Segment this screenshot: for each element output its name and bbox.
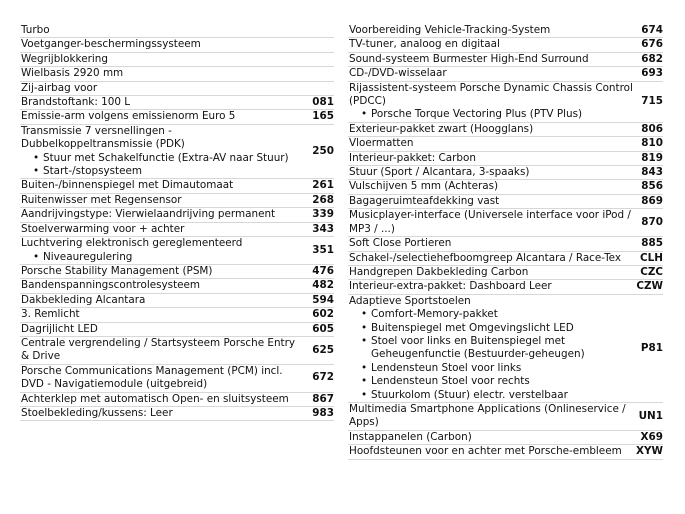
option-row [348,166,663,180]
option-text: Ruitenwisser met Regensensor [21,193,182,206]
option-description [349,252,637,265]
option-row [348,295,663,403]
option-sublist [349,108,633,121]
option-description [349,152,637,165]
option-code: 602 [312,308,334,321]
options-column-right [348,24,663,460]
option-row [348,67,663,81]
option-row [348,38,663,52]
option-text: TV-tuner, analoog en digitaal [349,38,500,51]
option-text: Achterklep met automatisch Open- en sluitsysteem [21,392,289,405]
option-description [21,208,308,221]
option-description [349,280,636,293]
option-text: CD-/DVD-wisselaar [349,67,447,80]
option-code: 806 [641,122,663,135]
option-row [348,152,663,166]
option-code: 676 [641,38,663,51]
option-description [21,179,308,192]
option-text: Vulschijven 5 mm (Achteras) [349,180,499,193]
option-text: Dakbekleding Alcantara [21,293,146,306]
option-subitem: • Comfort-Memory-pakket [361,308,633,321]
option-row [348,82,663,123]
option-description [21,294,308,307]
option-row [20,125,334,180]
option-code: 594 [312,293,334,306]
option-text: Centrale vergrendeling / Startsysteem Porsche Entry & Drive [21,336,296,363]
option-row [20,179,334,193]
option-text: Buiten-/binnenspiegel met Dimautomaat [21,179,234,192]
option-row [20,194,334,208]
option-text: Stoelverwarming voor + achter [21,222,185,235]
option-sublist [21,251,304,264]
option-description [21,223,308,236]
option-code: 715 [641,95,663,108]
option-text: Vloermatten [349,137,414,150]
option-description [349,53,637,66]
option-description [349,67,637,80]
option-subitem: • Start-/stopsysteem [33,165,304,178]
option-row [20,279,334,293]
option-text: Soft Close Portieren [349,237,452,250]
option-description [349,266,637,279]
option-code: 261 [312,179,334,192]
option-text: Instappanelen (Carbon) [349,430,472,443]
option-code: 605 [312,322,334,335]
option-row [20,365,334,393]
option-text: Wielbasis 2920 mm [21,67,124,80]
option-text: Dagrijlicht LED [21,322,98,335]
option-text: Rijassistent-systeem Porsche Dynamic Chassis Control (PDCC) [349,81,633,108]
option-row [20,308,334,322]
option-subitem: • Stuurkolom (Stuur) electr. verstelbaar [361,389,633,402]
option-description [349,237,637,250]
option-text: Luchtvering elektronisch gereglementeerd [21,237,243,250]
option-description [21,110,308,123]
option-code: 869 [641,194,663,207]
option-code: X69 [640,430,663,443]
option-description [349,403,637,430]
option-text: Sound-systeem Burmester High-End Surround [349,52,589,65]
option-row [348,53,663,67]
option-description [349,445,636,458]
option-row [20,82,334,96]
option-code: 250 [312,144,334,157]
option-code: 482 [312,279,334,292]
option-text: Aandrijvingstype: Vierwielaandrijving permanent [21,208,276,221]
option-description [21,38,308,51]
option-code: 476 [312,264,334,277]
option-code: P81 [640,341,663,354]
option-description [21,407,308,420]
option-code: 268 [312,193,334,206]
option-text: Wegrijblokkering [21,52,108,65]
option-row [20,96,334,110]
option-text: Interieur-extra-pakket: Dashboard Leer [349,280,552,293]
option-row [348,252,663,266]
option-text: Multimedia Smartphone Applications (Onlineservice / Apps) [349,402,626,429]
option-subitem: • Stoel voor links en Buitenspiegel met Geheugenfunctie (Bestuurder-geheugen) [361,335,633,362]
option-subitem: • Lendensteun Stoel voor links [361,362,633,375]
option-row [348,123,663,137]
option-description [21,82,308,95]
option-row [20,223,334,237]
option-text: Zij-airbag voor [21,81,98,94]
option-row [348,209,663,237]
option-row [348,280,663,294]
option-row [20,208,334,222]
option-row [348,195,663,209]
option-code: 856 [641,180,663,193]
option-row [20,393,334,407]
option-text: Voetganger-beschermingssysteem [21,38,201,51]
option-description [349,431,637,444]
option-text: Bandenspanningscontrolesysteem [21,279,201,292]
option-description [21,53,308,66]
option-text: Interieur-pakket: Carbon [349,151,476,164]
option-subitem: • Niveauregulering [33,251,304,264]
option-description [21,96,308,109]
option-row [348,266,663,280]
option-description [349,180,637,193]
option-code: CLH [640,251,663,264]
option-code: 672 [312,371,334,384]
option-code: 674 [641,24,663,36]
option-description [21,308,308,321]
option-text: Porsche Stability Management (PSM) [21,264,213,277]
option-row [348,403,663,431]
option-description [349,166,637,179]
option-text: Transmissie 7 versnellingen - Dubbelkoppeltransmissie (PDK) [21,124,185,151]
options-column-left [20,24,334,421]
option-text: Hoofdsteunen voor en achter met Porsche-embleem [349,445,622,458]
option-code: CZW [636,280,663,293]
option-text: Porsche Communications Management (PCM) incl. DVD - Navigatiemodule (uitgebreid) [21,364,283,391]
option-text: Emissie-arm volgens emissienorm Euro 5 [21,110,236,123]
option-code: 693 [641,67,663,80]
option-text: Bagageruimteafdekking vast [349,194,500,207]
option-row [20,237,334,265]
option-text: 3. Remlicht [21,308,80,321]
option-code: 983 [312,406,334,419]
option-description [21,265,308,278]
option-code: 339 [312,208,334,221]
option-row [348,445,663,459]
option-description [21,279,308,292]
option-row [20,110,334,124]
option-description [21,323,308,336]
option-description [21,194,308,207]
option-code: 625 [312,343,334,356]
option-code: 843 [641,166,663,179]
option-text: Stoelbekleding/kussens: Leer [21,406,173,419]
option-subitem: • Stuur met Schakelfunctie (Extra-AV naar Stuur) [33,152,304,165]
option-row [20,294,334,308]
option-description [349,295,637,402]
option-text: Stuur (Sport / Alcantara, 3-spaaks) [349,166,530,179]
option-text: Handgrepen Dakbekleding Carbon [349,265,529,278]
option-description [21,125,308,179]
option-row [20,407,334,421]
option-description [21,237,308,264]
option-text: Schakel-/selectiehefboomgreep Alcantara / Race-Tex [349,251,622,264]
option-subitem: • Lendensteun Stoel voor rechts [361,375,633,388]
option-code: 081 [312,96,334,109]
option-description [21,337,308,364]
option-row [348,24,663,38]
option-code: CZC [640,265,663,278]
option-description [349,24,637,37]
option-row [20,67,334,81]
option-code: UN1 [638,409,663,422]
option-row [348,431,663,445]
option-row [20,38,334,52]
option-code: 165 [312,110,334,123]
option-row [348,180,663,194]
option-text: Musicplayer-interface (Universele interface voor iPod / MP3 / ...) [349,209,631,235]
option-code: 867 [312,392,334,405]
option-subitem: • Buitenspiegel met Omgevingslicht LED [361,322,633,335]
option-sublist [21,152,304,179]
option-row [20,323,334,337]
option-row [20,337,334,365]
option-subitem: • Porsche Torque Vectoring Plus (PTV Plus) [361,108,633,121]
option-row [20,53,334,67]
option-code: 870 [641,215,663,228]
option-description [349,137,637,150]
option-description [349,38,637,51]
option-description [21,67,308,80]
option-row [20,24,334,38]
option-sublist [349,308,633,402]
option-row [348,237,663,251]
option-description [21,365,308,392]
option-code: 682 [641,52,663,65]
option-text: Exterieur-pakket zwart (Hoogglans) [349,122,534,135]
option-text: Brandstoftank: 100 L [21,96,131,109]
option-text: Voorbereiding Vehicle-Tracking-System [349,24,551,36]
option-row [20,265,334,279]
option-description [21,393,308,406]
option-description [349,82,637,122]
option-code: 343 [312,222,334,235]
option-code: 351 [312,243,334,256]
option-text: Adaptieve Sportstoelen [349,294,471,307]
option-text: Turbo [21,24,50,36]
option-code: 885 [641,237,663,250]
option-description [349,195,637,208]
option-code: 810 [641,137,663,150]
option-description [349,123,637,136]
option-code: 819 [641,151,663,164]
option-description [349,209,637,236]
option-code: XYW [636,445,663,458]
option-row [348,137,663,151]
option-description [21,24,308,37]
